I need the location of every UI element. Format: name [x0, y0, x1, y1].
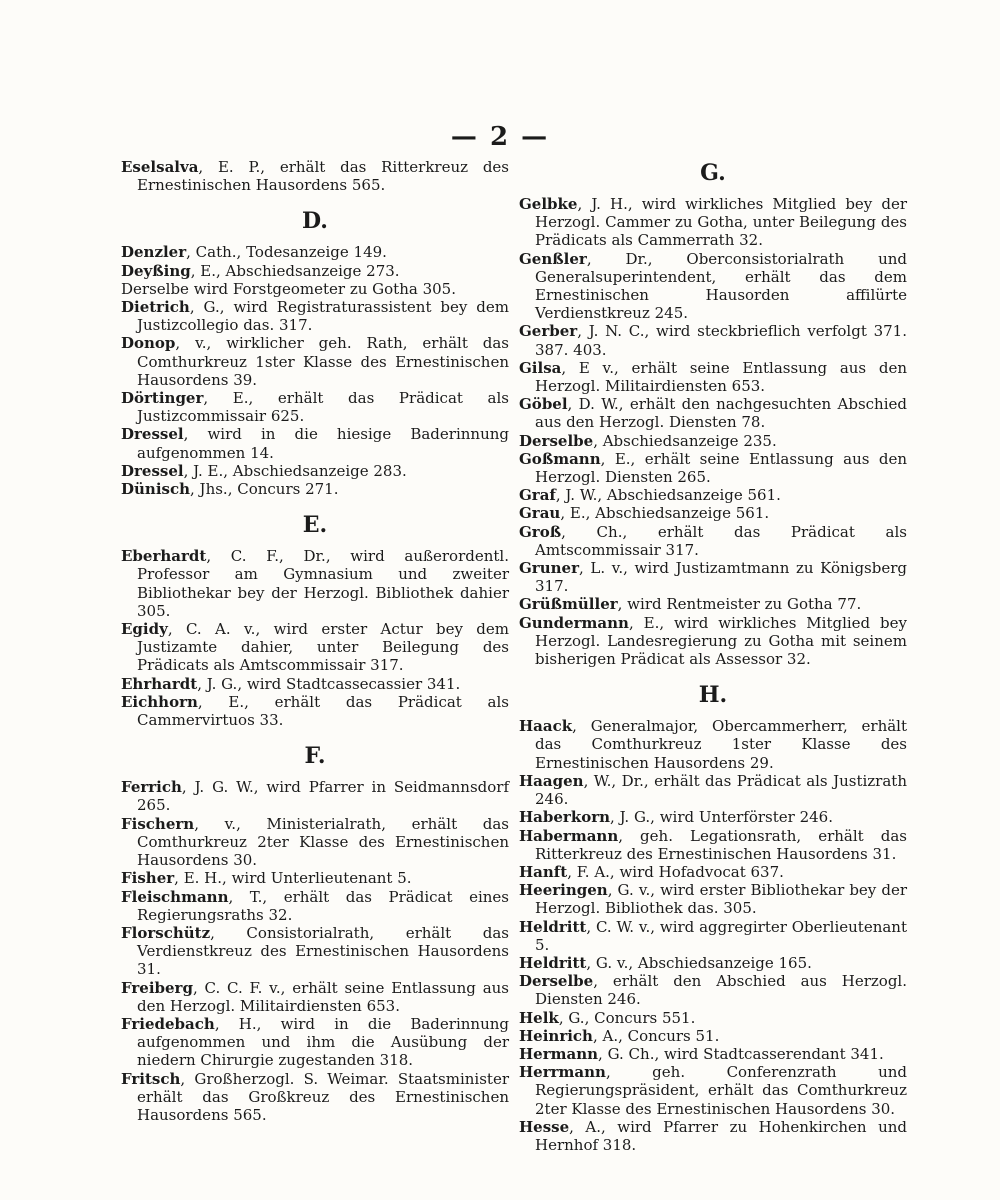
- entry-name: Fritsch: [121, 1069, 181, 1088]
- list-item: Dressel, wird in die hiesige Baderinnung aufgenommen 14.: [121, 425, 509, 462]
- section-letter-h: H.: [698, 682, 728, 709]
- entry-name: Donop: [121, 334, 176, 353]
- entry-name: Hanft: [519, 862, 568, 881]
- list-item: Hesse, A., wird Pfarrer zu Hohenkirchen und Hernhof 318.: [519, 1117, 907, 1154]
- list-item: Gundermann, E., wird wirkliches Mitglied bey Herzogl. Landesregierung zu Gotha mit seinem bisherigen Prädicat als Assessor 32.: [519, 613, 907, 669]
- entry-name: Fisher: [121, 869, 175, 888]
- entry-name: Hermann: [519, 1044, 599, 1063]
- entry-name: Eberhardt: [121, 547, 207, 566]
- entry-name: Egidy: [121, 620, 168, 639]
- entry-name: Hesse: [519, 1117, 570, 1136]
- entry-name: Dressel: [121, 425, 184, 444]
- entry-name: Gelbke: [519, 195, 578, 213]
- entry-name: Heldritt: [519, 953, 587, 972]
- entry-name: Deyßing: [121, 261, 191, 280]
- list-item: Denzler, Cath., Todesanzeige 149.: [121, 243, 387, 262]
- list-item: Goßmann, E., erhält seine Entlassung aus den Herzogl. Diensten 265.: [519, 449, 907, 487]
- list-item: Fisher, E. H., wird Unterlieutenant 5.: [121, 869, 412, 888]
- list-item: Heldritt, G. v., Abschiedsanzeige 165.: [519, 953, 812, 972]
- entry-name: Dünisch: [121, 480, 191, 499]
- list-item: Habermann, geh. Legationsrath, erhält das Ritterkreuz des Ernestinischen Hausordens 31.: [519, 826, 907, 863]
- entry-name: Herrmann: [519, 1063, 606, 1082]
- entry-name: Gerber: [519, 322, 578, 341]
- section-letter-d: D.: [302, 208, 328, 235]
- entry-name: Habermann: [519, 826, 619, 845]
- list-item: Donop, v., wirklicher geh. Rath, erhält das Comthurkreuz 1ster Klasse des Ernestinischen Hausordens 39.: [121, 334, 509, 389]
- list-item: Groß, Ch., erhält das Prädicat als Amtscommissair 317.: [519, 522, 907, 559]
- entry-name: Gruner: [519, 559, 579, 578]
- entry-name: Dressel: [121, 461, 184, 480]
- list-item: Ferrich, J. G. W., wird Pfarrer in Seidmannsdorf 265.: [121, 778, 509, 815]
- list-item: Egidy, C. A. v., wird erster Actur bey dem Justizamte dahier, unter Beilegung des Prädicats als Amtscommissair 317.: [121, 620, 509, 675]
- entry-name: Florschütz: [121, 923, 211, 942]
- entry-name: Goßmann: [519, 449, 601, 468]
- list-item: Eberhardt, C. F., Dr., wird außerordentl. Professor am Gymnasium und zweiter Bibliothekar bey der Herzogl. Bibliothek dahier 305.: [121, 547, 509, 620]
- list-item: Derselbe, erhält den Abschied aus Herzogl. Diensten 246.: [519, 972, 907, 1009]
- list-item: Graf, J. W., Abschiedsanzeige 561.: [519, 486, 781, 505]
- list-item: Hanft, F. A., wird Hofadvocat 637.: [519, 862, 784, 881]
- entry-name: Heinrich: [519, 1026, 593, 1045]
- entry-name: Heeringen: [519, 881, 608, 900]
- list-item: Heinrich, A., Concurs 51.: [519, 1026, 720, 1045]
- list-item: Grüßmüller, wird Rentmeister zu Gotha 77.: [519, 595, 862, 614]
- list-item: Heeringen, G. v., wird erster Bibliothekar bey der Herzogl. Bibliothek das. 305.: [519, 881, 907, 918]
- entry-name: Groß: [519, 522, 562, 541]
- list-item: Dörtinger, E., erhält das Prädicat als Justizcommissair 625.: [121, 389, 509, 426]
- list-item: Gerber, J. N. C., wird steckbrieflich verfolgt 371. 387. 403.: [519, 322, 907, 359]
- list-item: Fritsch, Großherzogl. S. Weimar. Staatsminister erhält das Großkreuz des Ernestinischen Hausordens 565.: [121, 1069, 509, 1124]
- entry-name: Fischern: [121, 814, 195, 833]
- list-item: Florschütz, Consistorialrath, erhält das Verdienstkreuz des Ernestinischen Hausordens 31.: [121, 923, 509, 979]
- list-item: Genßler, Dr., Oberconsistorialrath und Generalsuperintendent, erhält das dem Ernestinischen Hausorden affilürte Verdienstkreuz 245.: [519, 249, 907, 323]
- list-item: Dietrich, G., wird Registraturassistent bey dem Justizcollegio das. 317.: [121, 298, 509, 335]
- list-item: Eichhorn, E., erhält das Prädicat als Cammervirtuos 33.: [121, 692, 509, 730]
- list-item: Herrmann, geh. Conferenzrath und Regierungspräsident, erhält das Comthurkreuz 2ter Klasse des Ernestinischen Hausordens 30.: [519, 1063, 907, 1118]
- entry-name: Gundermann: [519, 613, 629, 632]
- entry-name: Derselbe: [519, 972, 594, 991]
- list-item: Heldritt, C. W. v., wird aggregirter Oberlieutenant 5.: [519, 917, 907, 954]
- list-item: Derselbe, Abschiedsanzeige 235.: [519, 431, 777, 450]
- list-item: Dünisch, Jhs., Concurs 271.: [121, 480, 339, 499]
- list-item: Fischern, v., Ministerialrath, erhält das Comthurkreuz 2ter Klasse des Ernestinischen Hausordens 30.: [121, 814, 509, 870]
- entry-name: Haagen: [519, 771, 584, 790]
- entry-name: Haberkorn: [519, 808, 611, 827]
- list-item: Gelbke, J. H., wird wirkliches Mitglied bey der Herzogl. Cammer zu Gotha, unter Beilegung des Prädicats als Cammerrath 32.: [519, 195, 907, 250]
- entry-name: Eselsalva: [121, 158, 199, 176]
- entry-name: Fleischmann: [121, 887, 229, 906]
- list-item: Deyßing, E., Abschiedsanzeige 273.: [121, 261, 400, 280]
- entry-name: Genßler: [519, 249, 587, 268]
- entry-name: Ehrhardt: [121, 674, 198, 693]
- list-item: Grau, E., Abschiedsanzeige 561.: [519, 504, 770, 523]
- list-item: Dressel, J. E., Abschiedsanzeige 283.: [121, 461, 407, 480]
- entry-name: Freiberg: [121, 978, 193, 997]
- entry-name: Grüßmüller: [519, 595, 618, 614]
- list-item: Friedebach, H., wird in die Baderinnung aufgenommen und ihm die Ausübung der niedern Chirurgie zugestanden 318.: [121, 1014, 509, 1070]
- list-item: Haberkorn, J. G., wird Unterförster 246.: [519, 808, 833, 827]
- entry-name: Göbel: [519, 395, 568, 414]
- list-item: Göbel, D. W., erhält den nachgesuchten Abschied aus den Herzogl. Diensten 78.: [519, 395, 907, 432]
- list-item: Helk, G., Concurs 551.: [519, 1008, 696, 1027]
- entry-name: Derselbe: [519, 431, 594, 450]
- list-item: Eselsalva, E. P., erhält das Ritterkreuz des Ernestinischen Hausordens 565.: [121, 158, 509, 195]
- entry-name: Denzler: [121, 243, 187, 262]
- list-item: Derselbe wird Forstgeometer zu Gotha 305.: [121, 279, 456, 298]
- list-item: Haagen, W., Dr., erhält das Prädicat als Justizrath 246.: [519, 771, 907, 809]
- entry-name: Eichhorn: [121, 692, 198, 711]
- list-item: Haack, Generalmajor, Obercammerherr, erhält das Comthurkreuz 1ster Klasse des Ernestinischen Hausordens 29.: [519, 717, 907, 772]
- entry-name: Gilsa: [519, 358, 562, 377]
- section-letter-f: F.: [304, 743, 326, 770]
- entry-name: Haack: [519, 717, 573, 736]
- list-item: Fleischmann, T., erhält das Prädicat eines Regierungsraths 32.: [121, 887, 509, 924]
- right-column: [519, 158, 907, 1154]
- entry-name: Graf: [519, 486, 556, 505]
- entry-name: Ferrich: [121, 778, 182, 797]
- entry-name: Friedebach: [121, 1014, 215, 1033]
- list-item: Gruner, L. v., wird Justizamtmann zu Königsberg 317.: [519, 559, 907, 596]
- entry-name: Dietrich: [121, 298, 190, 317]
- page-number: — 2 —: [450, 122, 550, 152]
- entry-name: Grau: [519, 504, 561, 523]
- entry-name: Helk: [519, 1008, 559, 1027]
- list-item: Gilsa, E v., erhält seine Entlassung aus den Herzogl. Militairdiensten 653.: [519, 358, 907, 396]
- section-letter-g: G.: [700, 160, 726, 186]
- list-item: Ehrhardt, J. G., wird Stadtcassecassier 341.: [121, 674, 461, 693]
- list-item: Freiberg, C. C. F. v., erhält seine Entlassung aus den Herzogl. Militairdiensten 653.: [121, 978, 509, 1015]
- list-item: Hermann, G. Ch., wird Stadtcasserendant 341.: [519, 1044, 884, 1063]
- section-letter-e: E.: [302, 512, 328, 539]
- entry-name: Dörtinger: [121, 389, 204, 408]
- entry-name: Heldritt: [519, 917, 587, 936]
- left-column: [121, 158, 509, 1124]
